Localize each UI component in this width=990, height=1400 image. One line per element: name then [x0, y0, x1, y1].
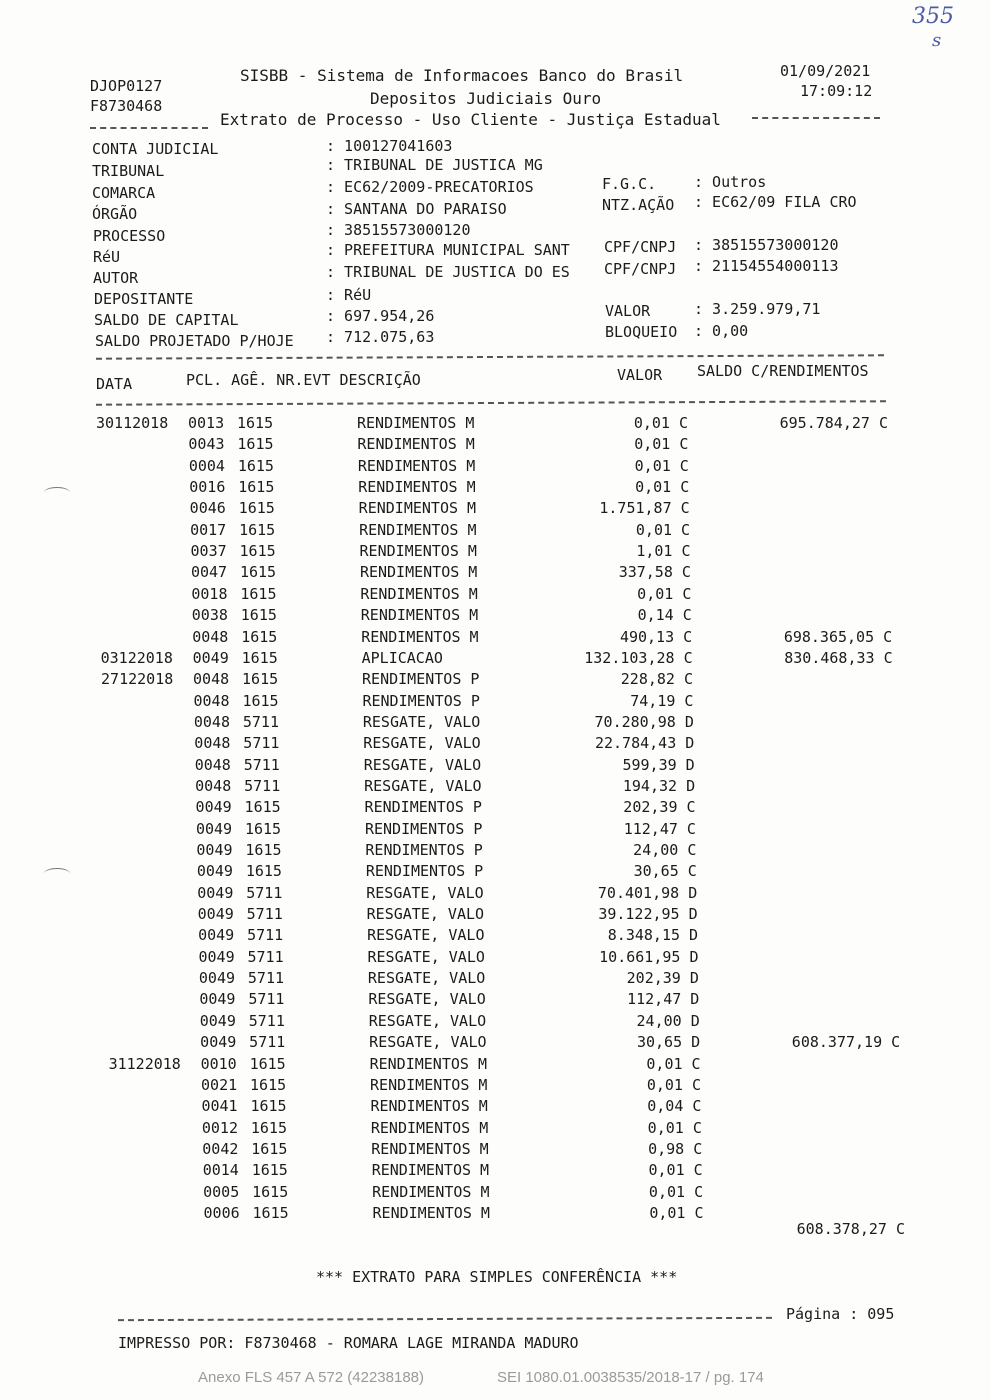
valor-value: : 3.259.979,71: [694, 300, 821, 318]
orgao-value: : SANTANA DO PARAISO: [326, 200, 507, 218]
table-row: [0, 542, 990, 563]
row-value: 0,01 C: [648, 1161, 703, 1180]
row-pcl: 0049: [200, 1033, 237, 1052]
row-description: RENDIMENTOS M: [358, 499, 477, 518]
handwritten-page-number: 355: [912, 4, 954, 29]
row-pcl: 0014: [202, 1161, 239, 1180]
row-description: RESGATE, VALO: [367, 947, 485, 966]
row-value: 112,47 C: [623, 819, 696, 838]
row-event: 5711: [242, 712, 279, 731]
autor-value: : TRIBUNAL DE JUSTICA DO ES: [326, 263, 570, 281]
row-pcl: 0049: [192, 648, 229, 667]
row-event: 1615: [241, 648, 278, 667]
row-description: RENDIMENTOS M: [357, 414, 475, 432]
table-row: [0, 414, 990, 435]
row-event: 5711: [248, 990, 285, 1009]
row-pcl: 0048: [194, 734, 231, 753]
table-row: [0, 1055, 990, 1076]
row-value: 0,01 C: [635, 478, 690, 497]
row-description: RENDIMENTOS M: [371, 1139, 489, 1158]
row-event: 1615: [250, 1097, 287, 1116]
row-value: 1.751,87 C: [599, 499, 690, 518]
table-row: [0, 478, 990, 499]
column-header-valor: VALOR: [617, 366, 663, 384]
row-value: 0,01 C: [634, 456, 689, 475]
row-value: 337,58 C: [618, 563, 691, 582]
row-description: RENDIMENTOS P: [365, 862, 484, 881]
row-value: 24,00 D: [636, 1011, 700, 1030]
header-title: SISBB - Sistema de Informacoes Banco do Brasil: [240, 66, 684, 85]
row-pcl: 0049: [195, 798, 232, 817]
row-event: 1615: [240, 584, 277, 603]
row-description: RENDIMENTOS M: [369, 1054, 487, 1073]
row-description: RENDIMENTOS M: [370, 1097, 488, 1116]
handwritten-mark: s: [932, 30, 942, 51]
row-date: 31122018: [108, 1054, 181, 1073]
bloqueio-value: : 0,00: [694, 322, 749, 340]
row-pcl: 0049: [196, 841, 233, 859]
row-value: 22.784,43 D: [594, 734, 695, 753]
table-row: [0, 585, 990, 606]
row-event: 5711: [246, 883, 283, 902]
column-header-description: PCL. AGÊ. NR.EVT DESCRIÇÃO: [186, 371, 421, 389]
row-value: 0,01 C: [648, 1182, 704, 1201]
conta-label: CONTA JUDICIAL: [92, 140, 219, 158]
row-value: 0,01 C: [649, 1203, 704, 1222]
row-pcl: 0016: [189, 478, 226, 497]
valor-label: VALOR: [605, 302, 651, 320]
row-event: 1615: [238, 499, 275, 518]
row-pcl: 0013: [188, 414, 225, 432]
row-pcl: 0047: [190, 563, 228, 582]
row-pcl: 0010: [200, 1054, 237, 1073]
row-event: 5711: [249, 1033, 286, 1052]
table-row: [0, 862, 990, 883]
row-description: RENDIMENTOS M: [372, 1182, 490, 1201]
autor-cpf-value: : 21154554000113: [694, 257, 839, 275]
row-description: RESGATE, VALO: [367, 926, 485, 945]
row-event: 1615: [251, 1139, 288, 1158]
row-description: RENDIMENTOS P: [362, 670, 480, 689]
bloqueio-label: BLOQUEIO: [605, 323, 678, 341]
sei-stamp: SEI 1080.01.0038535/2018-17 / pg. 174: [497, 1369, 764, 1386]
row-pcl: 0049: [195, 819, 233, 838]
row-event: 5711: [244, 776, 281, 795]
row-event: 1615: [242, 670, 279, 689]
table-row: [0, 563, 990, 584]
divider: [90, 127, 208, 129]
table-row: [0, 713, 990, 734]
row-event: 1615: [245, 841, 282, 859]
conference-notice: *** EXTRATO PARA SIMPLES CONFERÊNCIA ***: [316, 1268, 678, 1286]
row-pcl: 0038: [191, 606, 228, 625]
table-row: [0, 606, 990, 627]
orgao-label: ÓRGÃO: [92, 205, 138, 223]
row-description: RENDIMENTOS M: [357, 435, 475, 454]
fgc-value: : Outros: [694, 173, 767, 191]
row-value: 0,01 C: [633, 414, 688, 432]
row-event: 1615: [237, 456, 274, 475]
autor-cpf-label: CPF/CNPJ: [604, 260, 677, 278]
row-value: 0,01 C: [635, 520, 691, 539]
row-event: 1615: [249, 1054, 286, 1073]
row-date: 27122018: [101, 670, 174, 689]
row-value: 0,98 C: [648, 1139, 703, 1158]
row-pcl: 0006: [203, 1203, 240, 1222]
table-row: [0, 649, 990, 670]
row-description: RESGATE, VALO: [364, 776, 482, 795]
row-value: 0,14 C: [637, 606, 692, 625]
saldo-capital-value: : 697.954,26: [326, 307, 435, 325]
row-description: RENDIMENTOS M: [358, 478, 476, 497]
divider: [96, 354, 884, 359]
table-row: [0, 1076, 990, 1097]
row-value: 132.103,28 C: [584, 648, 693, 667]
reu-value: : PREFEITURA MUNICIPAL SANT: [326, 241, 570, 259]
row-event: 5711: [246, 905, 283, 924]
row-description: RENDIMENTOS M: [360, 606, 479, 625]
row-pcl: 0048: [193, 691, 230, 710]
row-description: RENDIMENTOS P: [365, 841, 483, 859]
row-value: 0,01 C: [646, 1075, 702, 1094]
ntz-value: : EC62/09 FILA CRO: [694, 193, 857, 211]
row-pcl: 0048: [193, 712, 230, 731]
row-pcl: 0012: [201, 1118, 238, 1137]
table-row: [0, 521, 990, 542]
row-pcl: 0049: [196, 862, 233, 881]
row-value: 0,04 C: [647, 1097, 702, 1116]
table-row: [0, 1119, 990, 1140]
reu-label: RéU: [93, 248, 121, 266]
row-pcl: 0048: [194, 755, 231, 774]
row-event: 5711: [247, 926, 284, 945]
tribunal-value: : TRIBUNAL DE JUSTICA MG: [326, 156, 543, 174]
comarca-label: COMARCA: [92, 184, 156, 202]
table-row: [0, 990, 990, 1011]
system-code: DJOP0127: [90, 77, 163, 95]
ntz-label: NTZ.AÇÃO: [602, 196, 675, 214]
row-pcl: 0049: [197, 905, 234, 924]
reu-cpf-value: : 38515573000120: [694, 236, 839, 254]
table-row: [0, 1183, 990, 1204]
row-pcl: 0049: [199, 990, 236, 1009]
tribunal-label: TRIBUNAL: [92, 162, 165, 180]
processo-value: : 38515573000120: [326, 221, 471, 239]
row-description: RENDIMENTOS M: [359, 520, 477, 539]
print-date: 01/09/2021: [780, 62, 871, 80]
row-pcl: 0005: [203, 1182, 240, 1201]
row-event: 1615: [251, 1161, 288, 1180]
row-pcl: 0048: [193, 670, 230, 689]
row-description: RENDIMENTOS M: [359, 563, 478, 582]
table-row: [0, 820, 990, 841]
row-event: 1615: [245, 862, 282, 881]
row-description: RENDIMENTOS P: [362, 691, 480, 710]
row-balance: 830.468,33 C: [784, 648, 893, 667]
row-description: RENDIMENTOS P: [364, 798, 482, 817]
table-row: [0, 777, 990, 798]
row-balance: 695.784,27 C: [779, 414, 888, 432]
row-description: RENDIMENTOS M: [360, 584, 478, 603]
row-event: 5711: [248, 1011, 285, 1030]
row-value: 0,01 C: [647, 1118, 702, 1137]
table-row: [0, 926, 990, 947]
saldo-projetado-value: : 712.075,63: [326, 328, 435, 346]
annex-stamp: Anexo FLS 457 A 572 (42238188): [198, 1369, 425, 1386]
row-value: 1,01 C: [636, 542, 691, 561]
final-balance: 608.378,27 C: [796, 1220, 905, 1238]
divider: [118, 1317, 772, 1321]
row-pcl: 0048: [192, 627, 229, 646]
table-row: [0, 1097, 990, 1118]
table-row: [0, 884, 990, 905]
table-row: [0, 1033, 990, 1054]
row-event: 1615: [237, 414, 274, 432]
row-value: 10.661,95 D: [599, 947, 699, 966]
row-event: 1615: [241, 627, 278, 646]
row-value: 70.401,98 D: [597, 883, 698, 902]
row-event: 1615: [242, 691, 279, 710]
row-description: RENDIMENTOS M: [370, 1075, 488, 1094]
row-description: RESGATE, VALO: [368, 990, 486, 1009]
row-pcl: 0048: [195, 776, 232, 795]
row-value: 0,01 C: [646, 1054, 701, 1073]
comarca-value: : EC62/2009-PRECATORIOS: [326, 178, 534, 196]
row-event: 1615: [239, 542, 276, 561]
row-description: RENDIMENTOS M: [361, 627, 479, 646]
row-pcl: 0021: [201, 1075, 238, 1094]
row-pcl: 0041: [201, 1097, 238, 1116]
table-row: [0, 435, 990, 456]
row-description: RESGATE, VALO: [362, 712, 481, 731]
row-description: RENDIMENTOS M: [357, 456, 476, 475]
fgc-label: F.G.C.: [602, 175, 657, 193]
row-event: 1615: [239, 563, 277, 582]
divider: [752, 117, 880, 119]
reu-cpf-label: CPF/CNPJ: [604, 238, 677, 256]
header-subtitle: Depositos Judiciais Ouro: [370, 89, 602, 108]
row-pcl: 0037: [190, 542, 227, 561]
row-event: 1615: [240, 606, 277, 625]
row-description: APLICACAO: [361, 648, 443, 667]
saldo-projetado-label: SALDO PROJETADO P/HOJE: [95, 332, 294, 350]
processo-label: PROCESSO: [93, 227, 166, 245]
row-pcl: 0049: [198, 969, 236, 988]
row-value: 30,65 C: [633, 862, 697, 881]
autor-label: AUTOR: [93, 269, 139, 287]
report-title: Extrato de Processo - Uso Cliente - Justiça Estadual: [220, 110, 721, 129]
row-pcl: 0043: [188, 435, 225, 454]
table-row: [0, 628, 990, 649]
row-description: RESGATE, VALO: [363, 755, 482, 774]
column-header-saldo: SALDO C/RENDIMENTOS: [697, 362, 869, 380]
table-row: [0, 692, 990, 713]
table-row: [0, 841, 990, 862]
row-pcl: 0042: [202, 1139, 239, 1158]
table-row: [0, 499, 990, 520]
row-value: 112,47 D: [627, 990, 700, 1009]
table-row: [0, 798, 990, 819]
table-row: [0, 734, 990, 755]
row-event: 1615: [250, 1075, 287, 1094]
row-description: RENDIMENTOS M: [372, 1203, 490, 1222]
row-event: 1615: [252, 1182, 289, 1201]
depositante-label: DEPOSITANTE: [94, 290, 194, 308]
row-value: 202,39 C: [623, 798, 696, 817]
row-description: RESGATE, VALO: [368, 1011, 487, 1030]
row-value: 30,65 D: [636, 1033, 701, 1052]
row-description: RENDIMENTOS M: [359, 542, 477, 561]
row-value: 0,01 C: [634, 435, 689, 454]
row-value: 8.348,15 D: [607, 926, 699, 945]
row-pcl: 0018: [191, 584, 228, 603]
table-row: [0, 1012, 990, 1033]
table-row: [0, 1161, 990, 1182]
row-description: RESGATE, VALO: [367, 969, 486, 988]
row-event: 1615: [239, 520, 276, 539]
user-code: F8730468: [90, 97, 163, 115]
divider: [96, 400, 886, 405]
conta-value: : 100127041603: [326, 137, 453, 155]
row-balance: 608.377,19 C: [791, 1033, 901, 1052]
row-event: 1615: [250, 1118, 287, 1137]
table-row: [0, 905, 990, 926]
row-date: 30112018: [96, 414, 169, 432]
column-header-data: DATA: [96, 375, 133, 393]
row-description: RESGATE, VALO: [366, 905, 485, 924]
row-value: 70.280,98 D: [594, 712, 694, 731]
row-description: RESGATE, VALO: [363, 734, 481, 753]
printed-by: IMPRESSO POR: F8730468 - ROMARA LAGE MIRANDA MADURO: [118, 1334, 579, 1352]
table-row: [0, 969, 990, 990]
row-event: 1615: [237, 435, 274, 454]
row-value: 194,32 D: [622, 776, 696, 795]
row-description: RENDIMENTOS M: [371, 1161, 490, 1180]
depositante-value: : RéU: [326, 286, 372, 304]
row-event: 5711: [243, 734, 280, 753]
row-value: 228,82 C: [620, 670, 694, 689]
row-balance: 698.365,05 C: [783, 627, 893, 646]
row-value: 39.122,95 D: [598, 905, 698, 924]
row-value: 599,39 D: [622, 755, 695, 774]
row-value: 74,19 C: [630, 691, 694, 710]
table-row: [0, 1140, 990, 1161]
row-pcl: 0004: [188, 456, 225, 475]
row-value: 0,01 C: [637, 584, 692, 603]
print-time: 17:09:12: [800, 82, 873, 100]
row-description: RENDIMENTOS M: [370, 1118, 489, 1137]
row-event: 1615: [244, 819, 282, 838]
row-pcl: 0046: [189, 499, 226, 518]
table-row: [0, 457, 990, 478]
row-event: 1615: [252, 1203, 289, 1222]
page-number: Página : 095: [786, 1305, 895, 1323]
row-value: 24,00 C: [633, 841, 697, 859]
row-description: RESGATE, VALO: [369, 1033, 487, 1052]
row-pcl: 0049: [198, 947, 235, 966]
saldo-capital-label: SALDO DE CAPITAL: [94, 311, 239, 329]
row-pcl: 0049: [199, 1011, 236, 1030]
row-description: RENDIMENTOS P: [364, 819, 483, 838]
row-value: 202,39 D: [626, 969, 699, 988]
table-row: [0, 756, 990, 777]
table-row: [0, 948, 990, 969]
row-event: 5711: [247, 969, 285, 988]
row-pcl: 0049: [197, 883, 234, 902]
row-pcl: 0049: [198, 926, 235, 945]
row-event: 5711: [243, 755, 280, 774]
row-pcl: 0017: [190, 520, 227, 539]
table-row: [0, 670, 990, 691]
row-value: 490,13 C: [619, 627, 693, 646]
row-event: 1615: [238, 478, 275, 497]
row-event: 5711: [247, 947, 284, 966]
row-date: 03122018: [100, 648, 173, 667]
row-event: 1615: [244, 798, 281, 817]
row-description: RESGATE, VALO: [366, 883, 484, 902]
